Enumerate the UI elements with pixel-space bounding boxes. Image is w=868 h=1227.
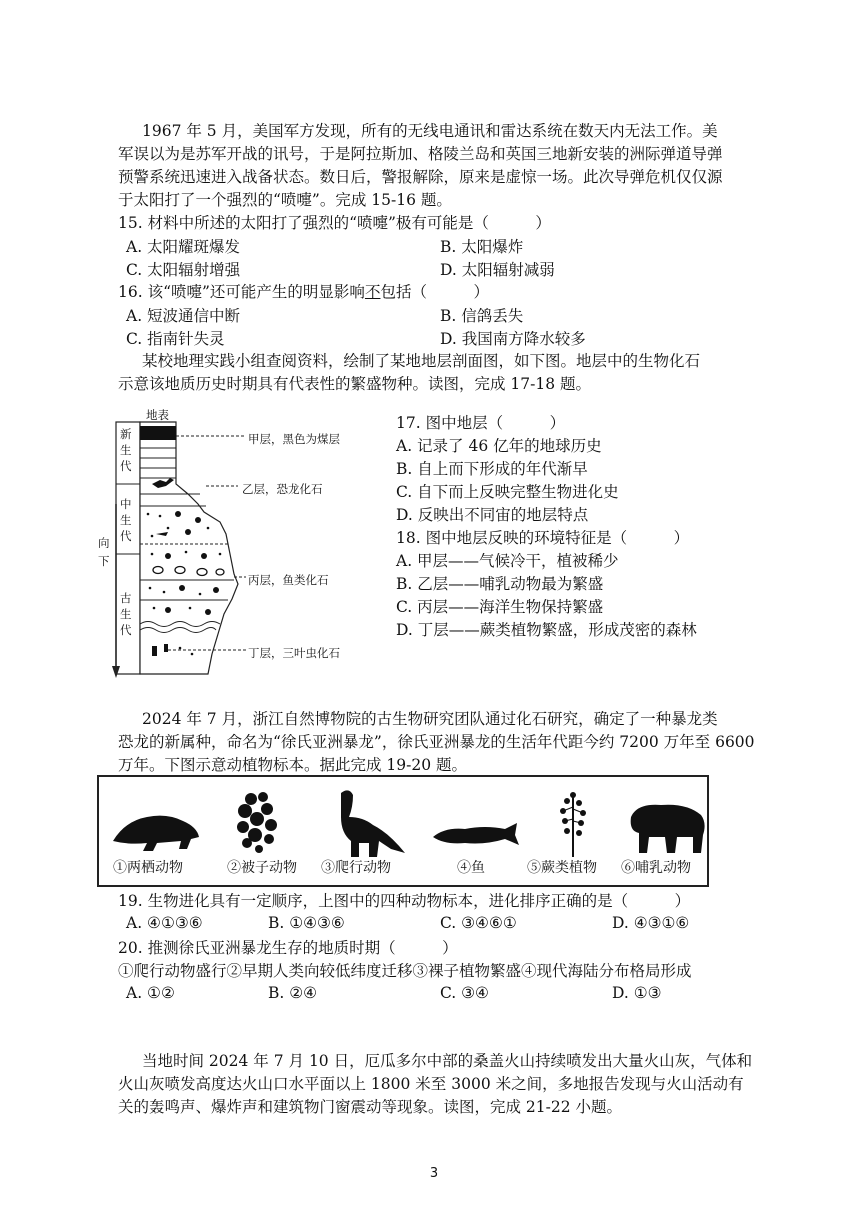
option-a[interactable]: A. 太阳耀斑爆发 (126, 238, 241, 256)
option-d[interactable]: D. 反映出不同宙的地层特点 (396, 506, 589, 524)
fern-icon (525, 787, 623, 859)
option-b[interactable]: B. 乙层——哺乳动物最为繁盛 (396, 575, 604, 593)
passage-line: 火山灰喷发高度达火山口水平面以上 1800 米至 3000 米之间，多地报告发现与火山活动有 (118, 1075, 744, 1093)
question-stem: 15. 材料中所述的太阳打了强烈的“喷嚏”极有可能是（ ） (118, 214, 551, 232)
question-stem (118, 281, 489, 303)
option-d[interactable]: D. ④③①⑥ (612, 914, 690, 932)
era-mesozoic-label: 中生代 (120, 497, 132, 543)
passage-line: 某校地理实践小组查阅资料，绘制了某地地层剖面图，如下图。地层中的生物化石 (142, 352, 701, 370)
passage-line: 预警系统迅速进入战备状态。数日后，警报解除，原来是虚惊一场。此次导弹危机仅仅源 (118, 168, 723, 186)
passage-line: 1967 年 5 月，美国军方发现，所有的无线电通讯和雷达系统在数天内无法工作。美 (142, 122, 718, 140)
specimen-label-reptile: ③爬行动物 (321, 860, 391, 876)
specimen-label-mammal: ⑥哺乳动物 (621, 860, 691, 876)
layer-jia-label: 甲层，黑色为煤层 (248, 432, 340, 446)
option-d[interactable]: D. 丁层——蕨类植物繁盛，形成茂密的森林 (396, 621, 697, 639)
layer-yi-label: 乙层，恐龙化石 (242, 482, 323, 496)
specimen-label-amphibian: ①两栖动物 (113, 860, 183, 876)
reptile-icon (319, 787, 417, 859)
fish-icon (425, 787, 523, 859)
mammal-icon (617, 787, 715, 859)
specimen-label-angiosperm: ②被子动物 (227, 860, 297, 876)
passage-line: 当地时间 2024 年 7 月 10 日，厄瓜多尔中部的桑盖火山持续喷发出大量火山灰，气体和 (142, 1052, 753, 1070)
option-c[interactable]: C. ③④⑥① (440, 914, 517, 932)
stem-part: 16. 该“喷嚏”还可能产生的明显影响 (118, 283, 365, 301)
surface-label: 地表 (146, 408, 169, 422)
passage-line: 军误以为是苏军开战的讯号，于是阿拉斯加、格陵兰岛和英国三地新安装的洲际弹道导弹 (118, 145, 723, 163)
question-stem: 19. 生物进化具有一定顺序，上图中的四种动物标本，进化排序正确的是（ ） (118, 892, 691, 910)
era-paleozoic-label: 古生代 (120, 591, 132, 637)
option-a[interactable]: A. 记录了 46 亿年的地球历史 (396, 437, 602, 455)
passage-line: 关的轰鸣声、爆炸声和建筑物门窗震动等现象。读图，完成 21-22 小题。 (118, 1098, 623, 1116)
option-b[interactable]: B. ①④③⑥ (268, 914, 345, 932)
option-c[interactable]: C. 自下而上反映完整生物进化史 (396, 483, 619, 501)
question-stem: 20. 推测徐氏亚洲暴龙生存的地质时期（ ） (118, 939, 458, 957)
option-c[interactable]: C. 丙层——海洋生物保持繁盛 (396, 598, 604, 616)
stem-emphasis: 不 (364, 283, 381, 301)
specimen-figure (97, 775, 709, 887)
option-d[interactable]: D. 我国南方降水较多 (440, 330, 586, 348)
page-number: 3 (429, 1166, 439, 1181)
option-b[interactable]: B. ②④ (268, 984, 318, 1002)
option-c[interactable]: C. ③④ (440, 984, 489, 1002)
option-b[interactable]: B. 自上而下形成的年代渐早 (396, 460, 588, 478)
amphibian-icon (107, 787, 205, 859)
option-a[interactable]: A. 甲层——气候冷干，植被稀少 (396, 552, 619, 570)
option-b[interactable]: B. 信鸽丢失 (440, 307, 524, 325)
angiosperm-icon (211, 787, 309, 859)
downward-arrow-label: 向下 (98, 536, 110, 568)
stem-part: 包括（ ） (380, 283, 489, 301)
passage-line: 示意该地质历史时期具有代表性的繁盛物种。读图，完成 17-18 题。 (118, 375, 592, 393)
option-c[interactable]: C. 太阳辐射增强 (126, 261, 241, 279)
option-b[interactable]: B. 太阳爆炸 (440, 238, 524, 256)
option-c[interactable]: C. 指南针失灵 (126, 330, 225, 348)
questions-17-18 (396, 412, 776, 642)
layer-ding-label: 丁层，三叶虫化石 (248, 646, 340, 660)
option-a[interactable]: A. ①② (126, 984, 175, 1002)
option-d[interactable]: D. 太阳辐射减弱 (440, 261, 555, 279)
passage-line: 于太阳打了一个强烈的“喷嚏”。完成 15-16 题。 (118, 191, 452, 209)
passage-line: 2024 年 7 月，浙江自然博物院的古生物研究团队通过化石研究，确定了一种暴龙类 (142, 710, 718, 728)
era-cenozoic-label: 新生代 (120, 427, 132, 473)
option-d[interactable]: D. ①③ (612, 984, 662, 1002)
question-statements: ①爬行动物盛行②早期人类向较低纬度迁移③裸子植物繁盛④现代海陆分布格局形成 (118, 962, 692, 980)
option-a[interactable]: A. ④①③⑥ (126, 914, 203, 932)
strata-figure (98, 404, 378, 686)
question-18-stem: 18. 图中地层反映的环境特征是（ ） (396, 529, 690, 547)
passage-line: 万年。下图示意动植物标本。据此完成 19-20 题。 (118, 756, 468, 774)
passage-line: 恐龙的新属种，命名为“徐氏亚洲暴龙”，徐氏亚洲暴龙的生活年代距今约 7200 万年至 6600 (118, 733, 755, 751)
specimen-label-fern: ⑤蕨类植物 (527, 860, 597, 876)
specimen-label-fish: ④鱼 (457, 860, 485, 876)
question-17-stem: 17. 图中地层（ ） (396, 414, 566, 432)
layer-bing-label: 丙层，鱼类化石 (248, 573, 329, 587)
option-a[interactable]: A. 短波通信中断 (126, 307, 241, 325)
